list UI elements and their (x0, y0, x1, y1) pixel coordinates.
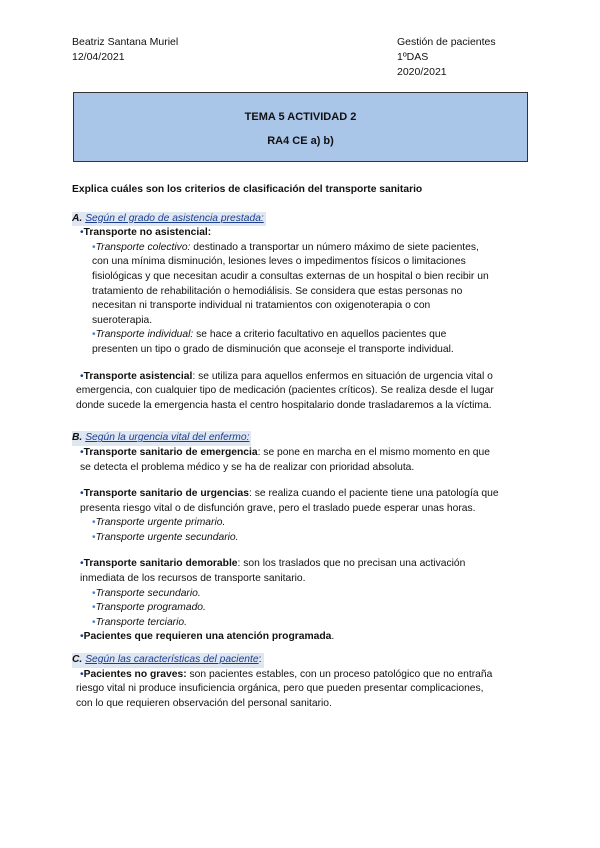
bullet-icon: • (92, 517, 96, 529)
demorable-subitem: •Transporte programado. (92, 602, 206, 614)
section-c-letter: C. (72, 654, 83, 666)
header-right (397, 35, 496, 80)
demorable-subitem: •Transporte secundario. (92, 587, 201, 599)
bullet-icon: • (80, 227, 84, 239)
colectivo-line: sueroterapia. (92, 314, 153, 326)
bullet-icon: • (92, 616, 96, 628)
emergencia-line: se detecta el problema médico y se ha de realizar con prioridad absoluta. (80, 461, 415, 473)
colectivo-item: •Transporte colectivo: destinado a transportar un número máximo de siete pacientes, (92, 241, 479, 253)
title-box (73, 92, 528, 162)
bullet-icon: • (80, 488, 84, 500)
individual-line: presenten un tipo o grado de disminución que aconseje el transporte individual. (92, 343, 454, 355)
subject-name: Gestión de pacientes (397, 36, 496, 48)
no-asistencial-item: •Transporte no asistencial: (80, 227, 212, 239)
section-b-letter: B. (72, 432, 83, 444)
asistencial-line: donde sucede la emergencia hasta el centro hospitalario donde trasladaremos a la víctima. (76, 399, 492, 411)
bullet-icon: • (92, 602, 96, 614)
title-line-2: RA4 CE a) b) (267, 135, 334, 147)
bullet-icon: • (92, 587, 96, 599)
demorable-item: •Transporte sanitario demorable: son los traslados que no precisan una activación (80, 558, 466, 570)
bullet-icon: • (80, 631, 84, 643)
course-name: 1ºDAS (397, 51, 429, 63)
no-graves-line: con lo que requieren observación del personal sanitario. (76, 697, 332, 709)
colectivo-line: tratamiento de rehabilitación o hemodiálisis. Se considera que estas personas no (92, 285, 463, 297)
school-year: 2020/2021 (397, 66, 447, 78)
header-left (72, 35, 178, 65)
emergencia-item: •Transporte sanitario de emergencia: se pone en marcha en el mismo momento en que (80, 446, 490, 458)
section-a-title: Según el grado de asistencia prestada: (85, 212, 264, 224)
urgencias-line: presenta riesgo vital o de disfunción grave, pero el traslado puede esperar unas horas. (80, 502, 476, 514)
individual-item: •Transporte individual: se hace a criterio facultativo en aquellos pacientes que (92, 329, 447, 341)
demorable-line: inmediata de los recursos de transporte sanitario. (80, 573, 306, 585)
document-date: 12/04/2021 (72, 51, 125, 63)
bullet-icon: • (80, 668, 84, 680)
question-heading: Explica cuáles son los criterios de clasificación del transporte sanitario (72, 184, 423, 195)
colectivo-line: con una mínima disminución, lesiones leves o impedimentos físicos o limitaciones (92, 256, 466, 268)
section-c-heading: C. Según las características del paciente: (72, 653, 264, 668)
urgencias-subitem: •Transporte urgente primario. (92, 517, 226, 529)
bullet-icon: • (92, 329, 96, 341)
bullet-icon: • (80, 446, 84, 458)
no-graves-line: riesgo vital ni produce insuficiencia orgánica, pero que pueden presentar complicaciones, (76, 683, 484, 695)
section-a-letter: A. (72, 212, 83, 224)
colectivo-line: necesitan ni transporte individual ni tratamientos con oxigenoterapia o con (92, 300, 431, 312)
bullet-icon: • (80, 370, 84, 382)
bullet-icon: • (92, 241, 96, 253)
programada-item: •Pacientes que requieren una atención programada. (80, 631, 335, 643)
title-line-1: TEMA 5 ACTIVIDAD 2 (244, 111, 357, 123)
section-b-heading (72, 431, 251, 446)
demorable-subitem: •Transporte terciario. (92, 616, 187, 628)
colectivo-line: fisiológicas y que necesitan acudir a consultas externas de un hospital o bien recibir un (92, 270, 489, 282)
asistencial-item: •Transporte asistencial: se utiliza para aquellos enfermos en situación de urgencia vital o (80, 370, 493, 382)
urgencias-subitem: •Transporte urgente secundario. (92, 531, 239, 543)
no-graves-item: •Pacientes no graves: son pacientes estables, con un proceso patológico que no entraña (80, 668, 493, 680)
section-b-title: Según la urgencia vital del enfermo: (85, 432, 250, 444)
section-a-heading (72, 212, 266, 227)
urgencias-item: •Transporte sanitario de urgencias: se realiza cuando el paciente tiene una patología que (80, 488, 499, 500)
bullet-icon: • (92, 531, 96, 543)
author-name: Beatriz Santana Muriel (72, 36, 179, 48)
section-c-title: Según las características del paciente (85, 654, 259, 666)
asistencial-line: emergencia, con cualquier tipo de medicación (pacientes críticos). Se realiza desde el lugar (76, 385, 494, 397)
bullet-icon: • (80, 558, 84, 570)
document-body (72, 183, 532, 711)
